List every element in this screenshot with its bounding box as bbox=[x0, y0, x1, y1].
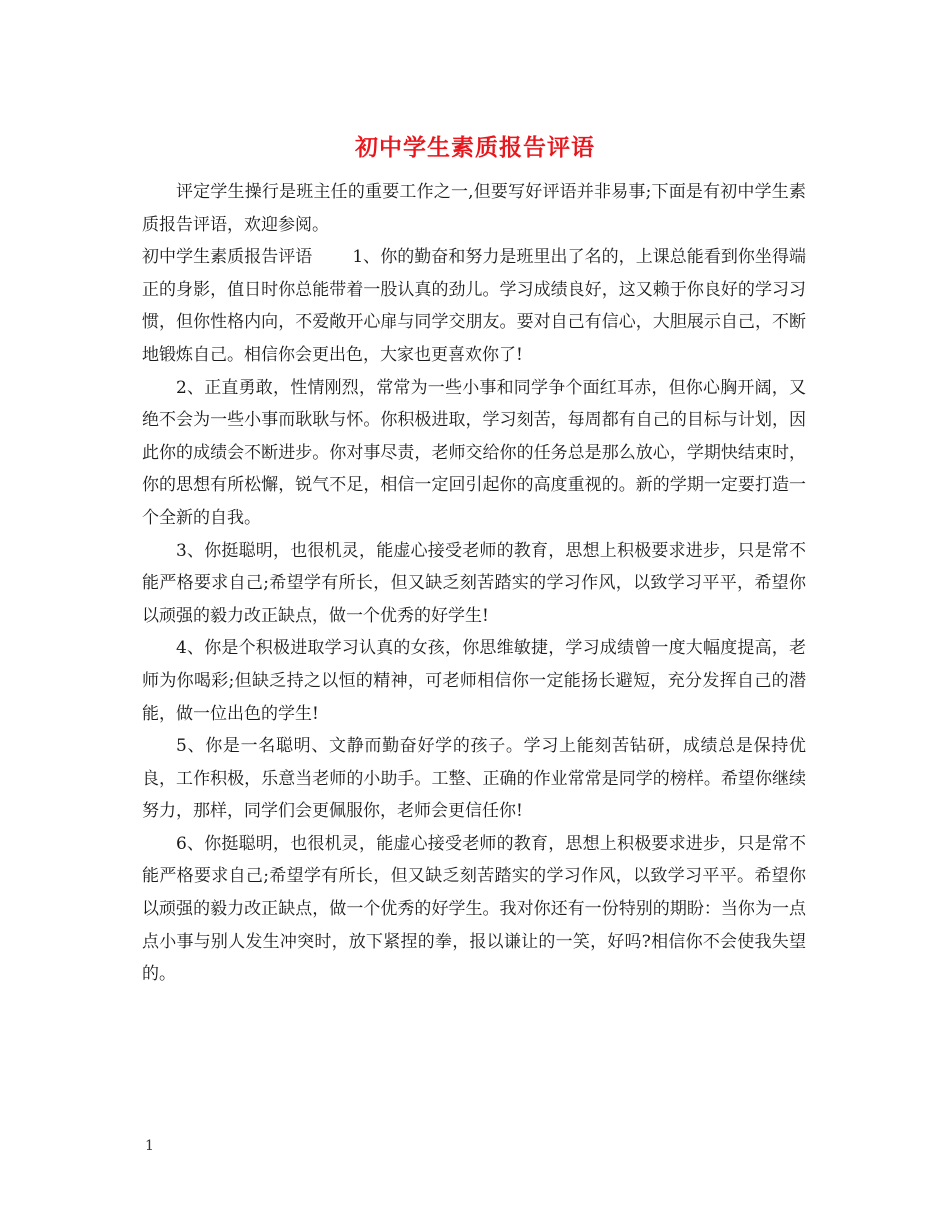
comment-2: 2、正直勇敢，性情刚烈，常常为一些小事和同学争个面红耳赤，但你心胸开阔，又绝不会为一些小事而耿耿与怀。你积极进取，学习刻苦，每周都有自己的目标与计划，因此你的成绩会不断进步。你对事尽责，老师交给你的任务总是那么放心，学期快结束时，你的思想有所松懈，锐气不足，相信一定回引起你的高度重视的。新的学期一定要打造一个全新的自我。 bbox=[142, 377, 806, 528]
comment-1: 1、你的勤奋和努力是班里出了名的，上课总能看到你坐得端正的身影，值日时你总能带着一股认真的劲儿。学习成绩良好，这又赖于你良好的学习习惯，但你性格内向，不爱敞开心扉与同学交朋友。要对自己有信心，大胆展示自己，不断地锻炼自己。相信你会更出色，大家也更喜欢你了! bbox=[142, 247, 806, 365]
comment-6: 6、你挺聪明，也很机灵，能虚心接受老师的教育，思想上积极要求进步，只是常不能严格要求自己;希望学有所长，但又缺乏刻苦踏实的学习作风，以致学习平平。希望你以顽强的毅力改正缺点，做一个优秀的好学生。我对你还有一份特别的期盼：当你为一点点小事与别人发生冲突时，放下紧捏的拳，报以谦让的一笑，好吗?相信你不会使我失望的。 bbox=[142, 833, 806, 985]
page-title: 初中学生素质报告评语 bbox=[355, 134, 595, 161]
comment-5: 5、你是一名聪明、文静而勤奋好学的孩子。学习上能刻苦钻研，成绩总是保持优良，工作积极，乐意当老师的小助手。工整、正确的作业常常是同学的榜样。希望你继续努力，那样，同学们会更佩服你，老师会更信任你! bbox=[142, 736, 806, 822]
page-number: 1 bbox=[145, 1138, 154, 1154]
section-label: 初中学生素质报告评语 bbox=[142, 247, 313, 268]
comment-3: 3、你挺聪明，也很机灵，能虚心接受老师的教育，思想上积极要求进步，只是常不能严格要求自己;希望学有所长，但又缺乏刻苦踏实的学习作风，以致学习平平，希望你以顽强的毅力改正缺点，做一个优秀的好学生! bbox=[142, 540, 806, 626]
intro-paragraph: 评定学生操行是班主任的重要工作之一,但要写好评语并非易事;下面是有初中学生素质报告评语，欢迎参阅。 bbox=[142, 182, 806, 235]
document-body bbox=[142, 176, 806, 991]
first-comment-paragraph bbox=[142, 241, 806, 371]
comment-4: 4、你是个积极进取学习认真的女孩，你思维敏捷，学习成绩曾一度大幅度提高，老师为你喝彩;但缺乏持之以恒的精神，可老师相信你一定能扬长避短，充分发挥自己的潜能，做一位出色的学生! bbox=[142, 638, 806, 724]
